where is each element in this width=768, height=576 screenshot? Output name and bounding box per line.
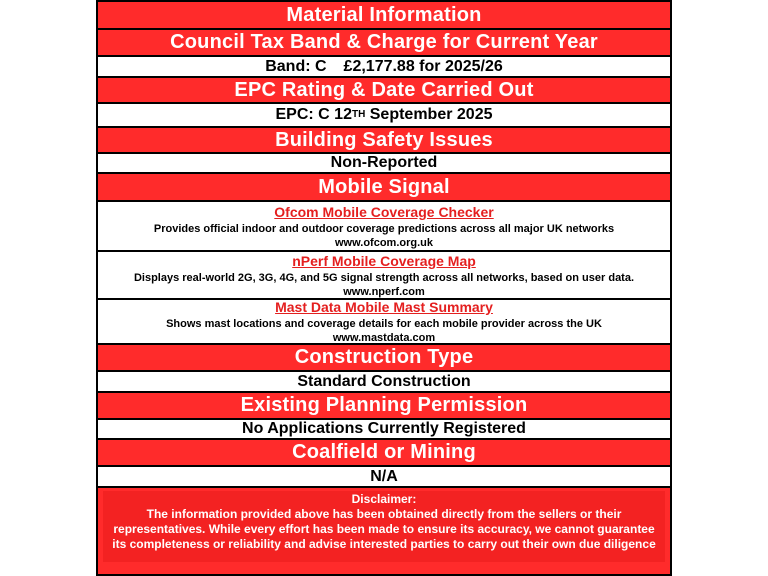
mastdata-description: Shows mast locations and coverage details for each mobile provider across the UK xyxy=(166,318,602,330)
material-information-sheet xyxy=(96,0,672,576)
planning-permission-value-row: No Applications Currently Registered xyxy=(98,420,670,440)
nperf-coverage-map-link[interactable]: nPerf Mobile Coverage Map xyxy=(292,252,476,269)
mobile-entry-mastdata xyxy=(98,300,670,345)
section-header-epc: EPC Rating & Date Carried Out xyxy=(98,78,670,104)
ofcom-description: Provides official indoor and outdoor coverage predictions across all major UK networks xyxy=(153,222,615,235)
mastdata-summary-link[interactable]: Mast Data Mobile Mast Summary xyxy=(275,299,493,315)
mobile-entry-ofcom xyxy=(98,202,670,252)
coalfield-mining-value-row: N/A xyxy=(98,467,670,488)
section-header-planning-permission: Existing Planning Permission xyxy=(98,393,670,420)
epc-rating: EPC: C 12 xyxy=(275,106,352,123)
section-header-coalfield-mining: Coalfield or Mining xyxy=(98,440,670,467)
disclaimer-heading: Disclaimer: xyxy=(351,492,417,506)
section-header-building-safety: Building Safety Issues xyxy=(98,128,670,154)
disclaimer-section xyxy=(98,488,670,574)
epc-date: September 2025 xyxy=(365,106,493,123)
construction-type-value-row: Standard Construction xyxy=(98,372,670,393)
ofcom-url: www.ofcom.org.uk xyxy=(335,236,433,249)
building-safety-value-row: Non-Reported xyxy=(98,154,670,174)
nperf-url: www.nperf.com xyxy=(343,285,425,298)
ofcom-coverage-checker-link[interactable]: Ofcom Mobile Coverage Checker xyxy=(274,203,494,220)
council-tax-charge: £2,177.88 for 2025/26 xyxy=(343,57,503,75)
council-tax-band: Band: C xyxy=(265,57,327,75)
council-tax-value-row xyxy=(98,57,670,78)
epc-value-row: EPC: C 12 TH September 2025 xyxy=(98,104,670,128)
section-header-construction-type: Construction Type xyxy=(98,345,670,372)
disclaimer-box xyxy=(103,491,665,562)
section-header-mobile-signal: Mobile Signal xyxy=(98,174,670,202)
disclaimer-body: The information provided above has been obtained directly from the sellers or their representatives. While every effort has been made to ensure its accuracy, we cannot guarantee its completeness or reliability and advise interested parties to carry out their own due diligence xyxy=(112,507,656,551)
nperf-description: Displays real-world 2G, 3G, 4G, and 5G signal strength across all networks, based on user data. xyxy=(133,271,635,284)
mastdata-url: www.mastdata.com xyxy=(332,332,436,344)
mobile-entry-nperf xyxy=(98,252,670,300)
page-title: Material Information xyxy=(98,2,670,30)
section-header-council-tax: Council Tax Band & Charge for Current Year xyxy=(98,30,670,57)
